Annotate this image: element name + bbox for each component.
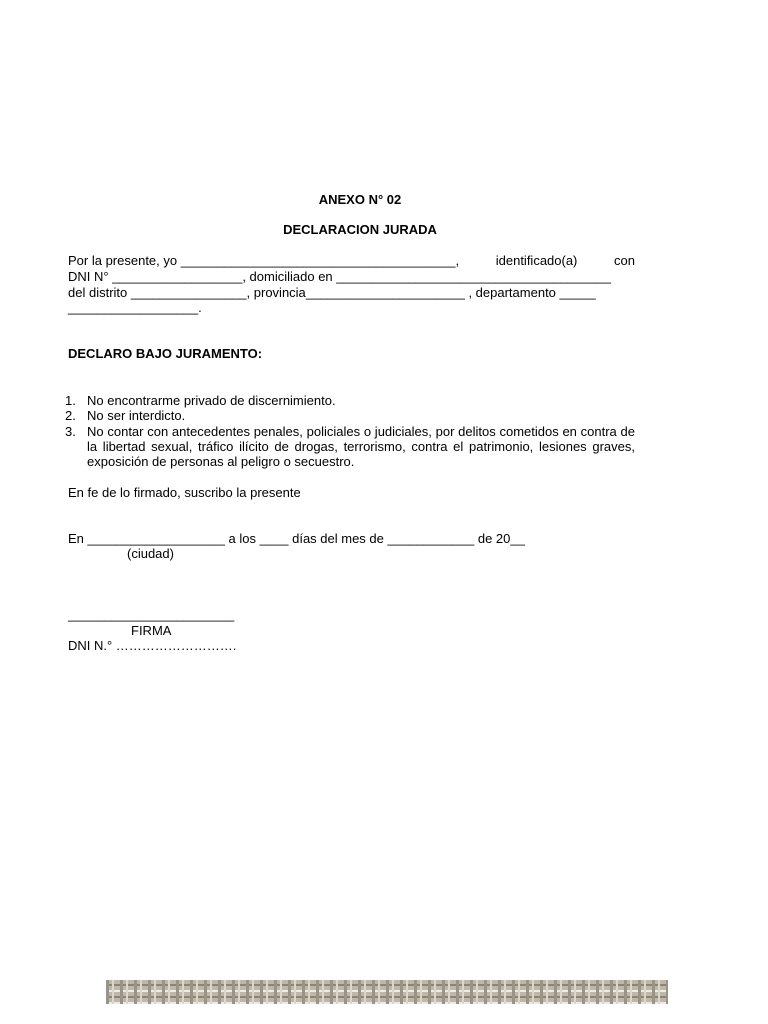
decorative-footer-pattern (106, 980, 668, 1004)
city-label: (ciudad) (127, 546, 174, 561)
list-item (65, 423, 635, 470)
list-item (65, 408, 635, 424)
signature-label: FIRMA (131, 623, 172, 638)
list-item-text: No ser interdicto. (87, 408, 186, 424)
list-item-text: No contar con antecedentes penales, policiales o judiciales, por delitos cometidos en contra de la libertad sexual, tráfico ilícito de drogas, terrorismo, contra el patrimonio, lesiones graves, exposición de personas al peligro o secuestro. (87, 423, 635, 470)
dni-line: DNI N.° ………………………. (68, 638, 237, 653)
sworn-heading: DECLARO BAJO JURAMENTO: (68, 346, 263, 361)
list-item-number: 3. (65, 423, 76, 439)
signature-line: _______________________ (68, 607, 235, 622)
place-date-line: En ___________________ a los ____ días del mes de ____________ de 20__ (68, 531, 525, 546)
intro-line-3: del distrito ________________, provincia______________________ , departamento _____ (68, 285, 596, 300)
intro-line-1-mid: identificado(a) (495, 253, 578, 268)
declaration-list (65, 393, 635, 470)
intro-line-1-right: con (614, 253, 635, 268)
faith-line: En fe de lo firmado, suscribo la presente (68, 485, 301, 500)
intro-line-1 (68, 253, 635, 268)
intro-line-1-left: Por la presente, yo ______________________________________, (68, 253, 460, 268)
list-item-text: No encontrarme privado de discernimiento. (87, 393, 336, 408)
declaration-title: DECLARACION JURADA (283, 222, 437, 237)
list-item-number: 1. (65, 393, 76, 408)
list-item (65, 393, 635, 408)
list-item-number: 2. (65, 408, 76, 424)
intro-line-4: __________________. (68, 300, 202, 315)
intro-line-2: DNI N° __________________, domiciliado en ______________________________________ (68, 269, 612, 284)
annex-title: ANEXO N° 02 (318, 192, 402, 207)
